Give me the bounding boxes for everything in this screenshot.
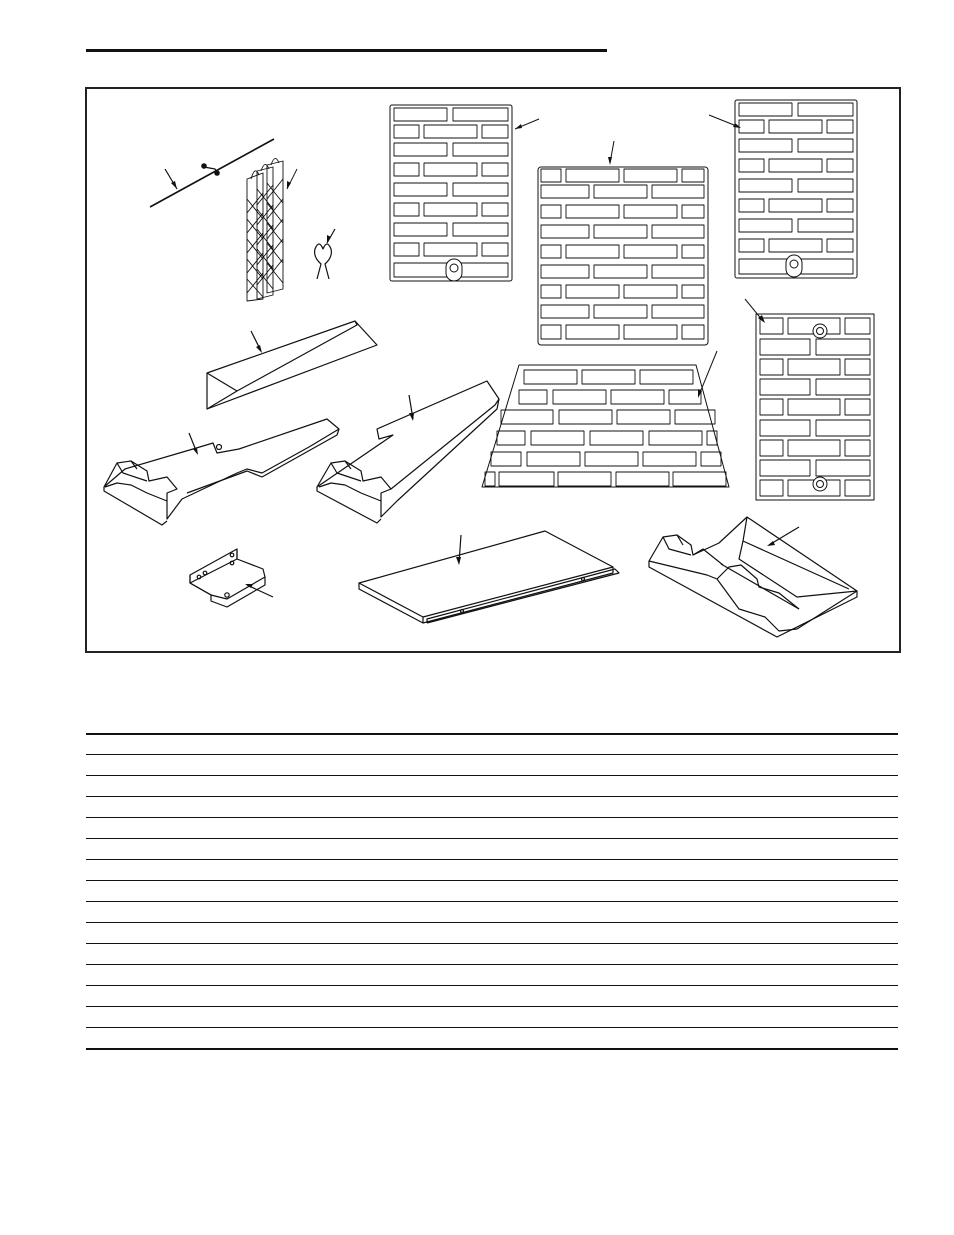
table-row (86, 733, 898, 754)
rod-icon (150, 139, 274, 207)
baffle-icon (207, 321, 377, 409)
table-row (86, 880, 898, 901)
brick-panel-icon (538, 141, 708, 345)
table-row (86, 859, 898, 880)
clip-icon (315, 229, 335, 279)
table-row (86, 901, 898, 922)
table-row (86, 796, 898, 817)
table-row (86, 1006, 898, 1027)
parts-figure (85, 87, 901, 653)
table-row (86, 838, 898, 859)
brick-panel-icon (390, 105, 539, 281)
hearth-icon (649, 517, 857, 637)
brick-panel-icon (482, 351, 729, 487)
table-row (86, 775, 898, 796)
table-row (86, 985, 898, 1006)
table-row (86, 964, 898, 985)
title-rule (86, 49, 607, 52)
table-row (86, 1027, 898, 1048)
mesh-icon (247, 158, 297, 301)
hearth-icon (104, 419, 339, 525)
table-row (86, 922, 898, 943)
brick-panel-icon (709, 100, 857, 278)
parts-table (86, 733, 898, 1050)
table-row (86, 943, 898, 964)
table-bottom-rule (86, 1048, 898, 1050)
hearth-icon (317, 381, 499, 523)
table-row (86, 817, 898, 838)
parts-illustration (87, 89, 899, 651)
table-row (86, 754, 898, 775)
brick-panel-icon (745, 299, 874, 500)
bracket-icon (190, 549, 273, 607)
plate-icon (359, 531, 619, 623)
